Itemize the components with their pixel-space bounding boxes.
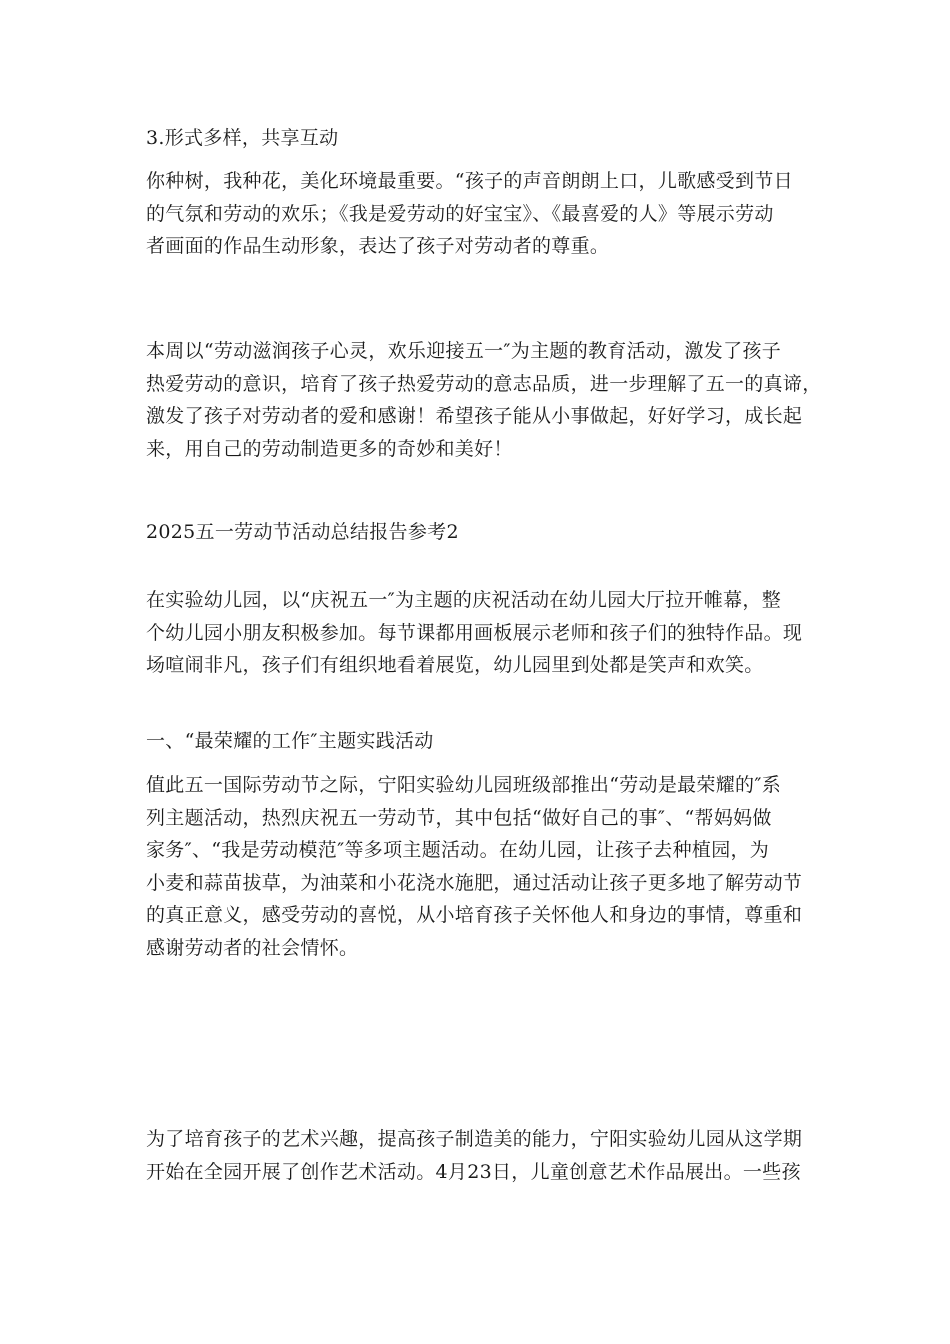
paragraph-line: 场喧闹非凡，孩子们有组织地看着展览，幼儿园里到处都是笑声和欢笑。 xyxy=(146,654,764,676)
paragraph-3 xyxy=(146,584,806,682)
activity-heading xyxy=(146,725,806,758)
paragraph-line: 家务″、“我是劳动模范″等多项主题活动。在幼儿园，让孩子去种植园，为 xyxy=(146,839,770,861)
section-title-text: 2025五一劳动节活动总结报告参考2 xyxy=(146,521,459,543)
paragraph-line: 在实验幼儿园，以“庆祝五一″为主题的庆祝活动在幼儿园大厅拉开帷幕，整 xyxy=(146,589,782,611)
paragraph-line: 为了培育孩子的艺术兴趣，提高孩子制造美的能力，宁阳实验幼儿园从这学期 xyxy=(146,1128,803,1150)
paragraph-line: 值此五一国际劳动节之际，宁阳实验幼儿园班级部推出“劳动是最荣耀的″系 xyxy=(146,774,782,796)
paragraph-line: 的气氛和劳动的欢乐；《我是爱劳动的好宝宝》、《最喜爱的人》等展示劳动 xyxy=(146,202,774,225)
paragraph-line: 激发了孩子对劳动者的爱和感谢！希望孩子能从小事做起，好好学习，成长起 xyxy=(146,405,803,427)
paragraph-2 xyxy=(146,335,822,465)
paragraph-line: 小麦和蒜苗拔草，为油菜和小花浇水施肥，通过活动让孩子更多地了解劳动节 xyxy=(146,871,803,894)
paragraph-line: 列主题活动，热烈庆祝五一劳动节，其中包括“做好自己的事″、“帮妈妈做 xyxy=(146,806,772,829)
paragraph-line: 的真正意义，感受劳动的喜悦，从小培育孩子关怀他人和身边的事情，尊重和 xyxy=(146,904,803,926)
paragraph-line: 来，用自己的劳动制造更多的奇妙和美好！ xyxy=(146,437,513,460)
paragraph-line: 热爱劳动的意识，培育了孩子热爱劳动的意志品质，进一步理解了五一的真谛， xyxy=(146,372,822,395)
paragraph-line: 感谢劳动者的社会情怀。 xyxy=(146,936,359,959)
paragraph-5 xyxy=(146,1123,806,1188)
paragraph-line: 开始在全园开展了创作艺术活动。4月23日，儿童创意艺术作品展出。一些孩 xyxy=(146,1160,801,1183)
heading-text: 3.形式多样，共享互动 xyxy=(146,127,339,149)
paragraph-line: 者画面的作品生动形象，表达了孩子对劳动者的尊重。 xyxy=(146,235,610,257)
paragraph-4 xyxy=(146,769,806,964)
paragraph-line: 本周以“劳动滋润孩子心灵，欢乐迎接五一″为主题的教育活动，激发了孩子 xyxy=(146,340,782,362)
paragraph-line: 你种树，我种花，美化环境最重要。“孩子的声音朗朗上口，儿歌感受到节日 xyxy=(146,170,793,192)
section-title xyxy=(146,516,806,549)
heading-text: 一、“最荣耀的工作″主题实践活动 xyxy=(146,730,434,752)
paragraph-1 xyxy=(146,165,806,263)
subsection-heading xyxy=(146,122,806,155)
paragraph-line: 个幼儿园小朋友积极参加。每节课都用画板展示老师和孩子们的独特作品。现 xyxy=(146,621,803,644)
